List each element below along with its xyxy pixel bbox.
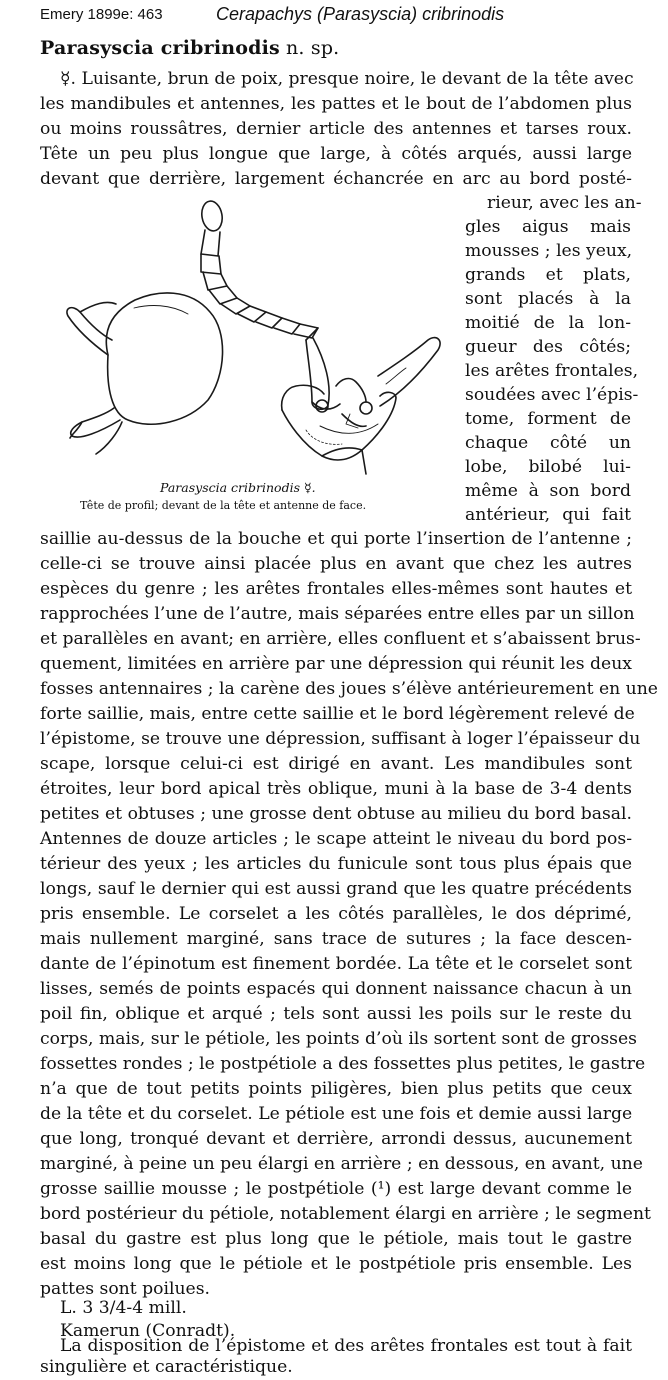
text-line: n’a que de tout petits points piligères, bien plus petits que ceux xyxy=(40,1079,632,1099)
page-header xyxy=(40,4,640,28)
text-line: et parallèles en avant; en arrière, elles confluent et s’abaissent brus- xyxy=(40,629,641,649)
text-line: bord postérieur du pétiole, notablement élargi en arrière ; le segment xyxy=(40,1204,651,1224)
text-line: chaque côté un xyxy=(465,433,631,453)
text-line: fossettes rondes ; le postpétiole a des fossettes plus petites, le gastre xyxy=(40,1054,646,1074)
text-line: les mandibules et antennes, les pattes et le bout de l’abdomen plus xyxy=(40,94,632,114)
text-line: même à son bord xyxy=(465,481,631,501)
text-line: corps, mais, sur le pétiole, les points d’où ils sortent sont de grosses xyxy=(40,1029,637,1049)
text-line: grands et plats, xyxy=(465,265,631,285)
figure-subcaption: Tête de profil; devant de la tête et antenne de face. xyxy=(80,499,367,512)
text-line: Antennes de douze articles ; le scape atteint le niveau du bord pos- xyxy=(40,829,632,849)
text-line: sont placés à la xyxy=(465,289,631,309)
text-line: moitié de la lon- xyxy=(465,313,631,333)
text-line: basal du gastre est plus long que le pétiole, mais tout le gastre xyxy=(40,1229,632,1249)
text-line: mais nullement marginé, sans trace de sutures ; la face descen- xyxy=(40,929,632,949)
text-line: pris ensemble. Le corselet a les côtés parallèles, le dos déprimé, xyxy=(40,904,632,924)
species-heading: Cerapachys (Parasyscia) cribrinodis xyxy=(216,4,505,24)
head-illustration xyxy=(50,200,450,480)
locality-line: Kamerun (Conradt). xyxy=(60,1321,236,1341)
text-line: pattes sont poilues. xyxy=(40,1279,210,1299)
species-name: Parasyscia cribrinodis xyxy=(40,37,280,59)
measurement-line: L. 3 3/4-4 mill. xyxy=(60,1298,187,1318)
text-line: étroites, leur bord apical très oblique, muni à la base de 3-4 dents xyxy=(40,779,632,799)
text-line: quement, limitées en arrière par une dépression qui réunit les deux xyxy=(40,654,632,674)
text-line: dante de l’épinotum est finement bordée. La tête et le corselet sont xyxy=(40,954,632,974)
text-line: tome, forment de xyxy=(465,409,631,429)
text-line: forte saillie, mais, entre cette saillie et le bord légèrement relevé de xyxy=(40,704,635,724)
text-line: rieur, avec les an- xyxy=(487,193,642,213)
text-line: singulière et caractéristique. xyxy=(40,1357,293,1377)
text-line: longs, sauf le dernier qui est aussi grand que les quatre précédents xyxy=(40,879,632,899)
text-line: que long, tronqué devant et derrière, arrondi dessus, aucunement xyxy=(40,1129,632,1149)
text-line: saillie au-dessus de la bouche et qui porte l’insertion de l’antenne ; xyxy=(40,529,632,549)
text-line: petites et obtuses ; une grosse dent obtuse au milieu du bord basal. xyxy=(40,804,632,824)
text-line: scape, lorsque celui-ci est dirigé en avant. Les mandibules sont xyxy=(40,754,632,774)
reference-citation: Emery 1899e: 463 xyxy=(40,6,163,23)
text-line: gles aigus mais xyxy=(465,217,631,237)
figure-caption: Parasyscia cribrinodis ☿. xyxy=(160,480,316,495)
text-line: de la tête et du corselet. Le pétiole est une fois et demie aussi large xyxy=(40,1104,633,1124)
text-line: rapprochées l’une de l’autre, mais séparées entre elles par un sillon xyxy=(40,604,635,624)
text-line: La disposition de l’épistome et des arêtes frontales est tout à fait xyxy=(60,1336,632,1356)
text-line: l’épistome, se trouve une dépression, suffisant à loger l’épaisseur du xyxy=(40,729,641,749)
text-line: gueur des côtés; xyxy=(465,337,631,357)
specimen-figure xyxy=(50,200,450,480)
text-line: antérieur, qui fait xyxy=(465,505,631,525)
text-line: lobe, bilobé lui- xyxy=(465,457,631,477)
text-line: grosse saillie mousse ; le postpétiole (¹) est large devant comme le xyxy=(40,1179,632,1199)
text-line: fosses antennaires ; la carène des joues s’élève antérieurement en une xyxy=(40,679,658,699)
text-line: térieur des yeux ; les articles du funicule sont tous plus épais que xyxy=(40,854,632,874)
head-front-drawing xyxy=(282,338,440,474)
text-line: est moins long que le pétiole et le postpétiole pris ensemble. Les xyxy=(40,1254,632,1274)
species-status: n. sp. xyxy=(285,37,340,59)
text-line: soudées avec l’épis- xyxy=(465,385,639,405)
text-line: ou moins roussâtres, dernier article des antennes et tarses roux. xyxy=(40,119,632,139)
text-line: devant que derrière, largement échancrée en arc au bord posté- xyxy=(40,169,632,189)
head-profile-drawing xyxy=(67,293,223,454)
text-line: Tête un peu plus longue que large, à côtés arqués, aussi large xyxy=(40,144,632,164)
text-line: marginé, à peine un peu élargi en arrière ; en dessous, en avant, une xyxy=(40,1154,643,1174)
text-line: ☿. Luisante, brun de poix, presque noire, le devant de la tête avec xyxy=(60,69,634,89)
text-line: espèces du genre ; les arêtes frontales elles-mêmes sont hautes et xyxy=(40,579,632,599)
text-line: les arêtes frontales, xyxy=(465,361,639,381)
species-title xyxy=(40,37,339,59)
text-line: lisses, semés de points espacés qui donnent naissance chacun à un xyxy=(40,979,632,999)
text-line: celle-ci se trouve ainsi placée plus en avant que chez les autres xyxy=(40,554,632,574)
text-line: mousses ; les yeux, xyxy=(465,241,633,261)
text-line: poil fin, oblique et arqué ; tels sont aussi les poils sur le reste du xyxy=(40,1004,632,1024)
